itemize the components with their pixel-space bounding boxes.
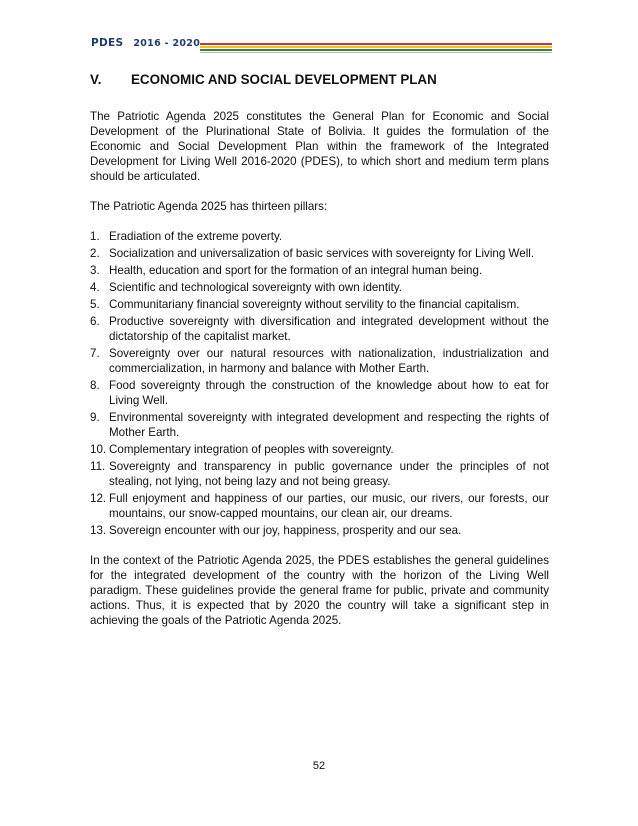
yellow-stripe — [200, 46, 552, 48]
list-item-number: 8. — [90, 379, 100, 392]
list-item — [90, 280, 549, 295]
list-item-number: 1. — [90, 230, 100, 243]
section-number: V. — [90, 72, 102, 87]
header-color-stripes — [200, 43, 552, 55]
list-item-number: 3. — [90, 264, 100, 277]
list-item — [90, 346, 549, 376]
list-item — [90, 378, 549, 408]
list-item — [90, 229, 549, 244]
list-item-text: Full enjoyment and happiness of our parties, our music, our rivers, our forests, our mountains, our snow-capped mountains, our clean air, our dreams. — [109, 492, 549, 520]
gray-stripe — [200, 52, 552, 53]
list-item-number: 9. — [90, 411, 100, 424]
list-item-number: 2. — [90, 247, 100, 260]
list-item-text: Scientific and technological sovereignty with own identity. — [109, 281, 403, 294]
list-item — [90, 410, 549, 440]
list-item — [90, 523, 549, 538]
list-item — [90, 491, 549, 521]
list-item-text: Communitariany financial sovereignty without servility to the financial capitalism. — [109, 298, 520, 311]
list-item — [90, 314, 549, 344]
list-item — [90, 263, 549, 278]
page-content — [90, 71, 549, 643]
page-number: 52 — [312, 760, 326, 772]
list-item-text: Food sovereignty through the construction of the knowledge about how to eat for Living Well. — [109, 379, 549, 407]
section-heading — [90, 71, 549, 88]
list-item — [90, 297, 549, 312]
list-item-text: Sovereign encounter with our joy, happiness, prosperity and our sea. — [109, 524, 462, 537]
list-item-text: Socialization and universalization of basic services with sovereignty for Living Well. — [109, 247, 535, 260]
list-item — [90, 246, 549, 261]
list-item-number: 13. — [90, 524, 107, 537]
list-item-text: Sovereignty and transparency in public governance under the principles of not stealing, not lying, not being lazy and not being greasy. — [109, 460, 549, 488]
green-stripe — [200, 49, 552, 51]
intro-paragraph: The Patriotic Agenda 2025 constitutes the General Plan for Economic and Social Development of the Plurinational State of Bolivia. It guides the formulation of the Economic and Social Development Plan within the framework of the Integrated Development for Living Well 2016-2020 (PDES), to which short and medium term plans should be articulated. — [90, 110, 549, 183]
list-item-text: Health, education and sport for the formation of an integral human being. — [109, 264, 483, 277]
list-item-text: Sovereignty over our natural resources with nationalization, industrialization and commercialization, in harmony and balance with Mother Earth. — [109, 347, 549, 375]
closing-paragraph: In the context of the Patriotic Agenda 2025, the PDES establishes the general guidelines for the integrated development of the country with the horizon of the Living Well paradigm. These guidelines provide the general frame for public, private and community actions. Thus, it is expected that by 2020 the country will take a significant step in achieving the goals of the Patriotic Agenda 2025. — [90, 554, 549, 627]
pillars-intro: The Patriotic Agenda 2025 has thirteen pillars: — [90, 200, 328, 213]
list-item-text: Productive sovereignty with diversification and integrated development without the dictatorship of the capitalist market. — [109, 315, 549, 343]
list-item-text: Environmental sovereignty with integrated development and respecting the rights of Mother Earth. — [109, 411, 549, 439]
pillars-list — [90, 229, 549, 538]
page-header — [0, 0, 638, 60]
red-stripe — [200, 43, 552, 45]
list-item-number: 4. — [90, 281, 100, 294]
header-years: 2016 - 2020 — [133, 38, 201, 49]
list-item-number: 7. — [90, 347, 100, 360]
list-item — [90, 459, 549, 489]
list-item — [90, 442, 549, 457]
list-item-text: Eradiation of the extreme poverty. — [109, 230, 283, 243]
header-acronym: PDES — [91, 37, 124, 49]
list-item-text: Complementary integration of peoples with sovereignty. — [109, 443, 394, 456]
header-label — [91, 37, 200, 49]
list-item-number: 12. — [90, 492, 107, 505]
list-item-number: 11. — [90, 460, 106, 473]
list-item-number: 6. — [90, 315, 100, 328]
list-item-number: 5. — [90, 298, 100, 311]
section-title: ECONOMIC AND SOCIAL DEVELOPMENT PLAN — [131, 72, 437, 87]
list-item-number: 10. — [90, 443, 107, 456]
